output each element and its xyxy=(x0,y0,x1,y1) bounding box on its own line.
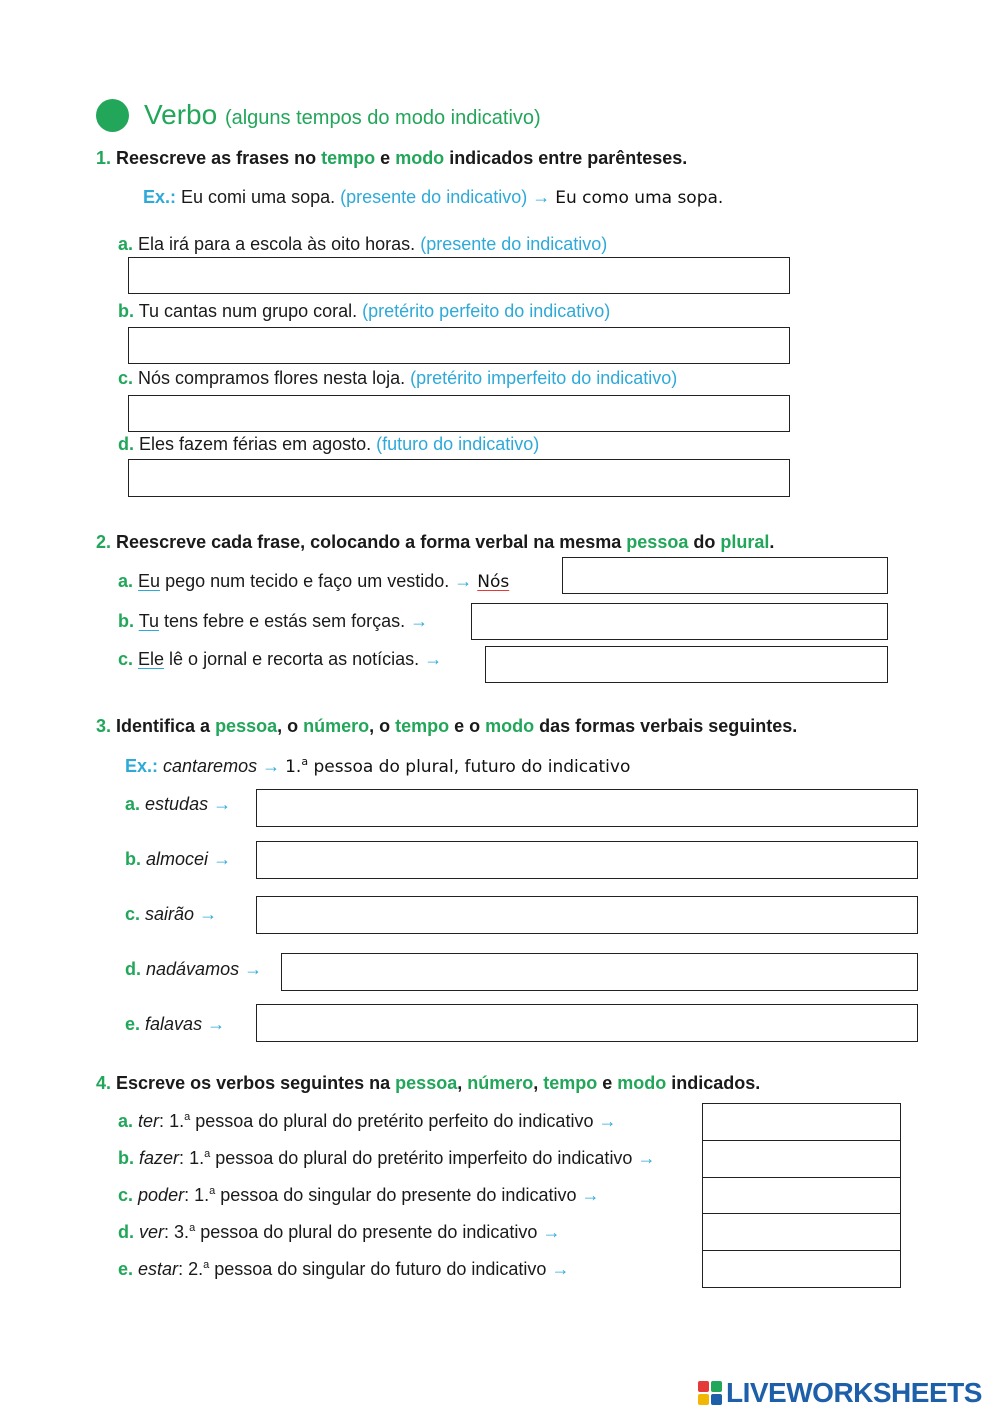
logo-square-blue xyxy=(711,1394,722,1405)
logo-square-green xyxy=(711,1381,722,1392)
q1-answer-d-input[interactable] xyxy=(128,459,790,497)
liveworksheets-logo-text: LIVEWORKSHEETS xyxy=(726,1377,982,1408)
question-1-example: Ex.: Eu comi uma sopa. (presente do indicativo) → Eu como uma sopa. xyxy=(143,187,724,208)
q4-item-e: e. estar: 2.$^a$ pessoa do singular do futuro do indicativo → xyxy=(118,1259,570,1279)
question-2-heading: 2. Reescreve cada frase, colocando a forma verbal na mesma pessoa do plural. xyxy=(96,532,775,552)
liveworksheets-logo xyxy=(698,1378,982,1408)
question-4-heading: 4. Escreve os verbos seguintes na pessoa, número, tempo e modo indicados. xyxy=(96,1073,761,1093)
q3-answer-a-input[interactable] xyxy=(256,789,918,827)
q3-item-e: e. falavas → xyxy=(125,1014,226,1034)
q2-item-c: c. Ele lê o jornal e recorta as notícias. → xyxy=(118,649,443,669)
logo-square-red xyxy=(698,1381,709,1392)
q4-item-a: a. ter: 1.$^a$ pessoa do plural do pretérito perfeito do indicativo → xyxy=(118,1111,617,1131)
q2-item-a: a. Eu pego num tecido e faço um vestido. → Nós xyxy=(118,571,510,592)
green-bullet-icon xyxy=(96,99,129,132)
page-title: Verbo (alguns tempos do modo indicativo) xyxy=(144,99,541,130)
q4-answer-d-input[interactable] xyxy=(702,1213,901,1251)
logo-square-yellow xyxy=(698,1394,709,1405)
page-subtitle: (alguns tempos do modo indicativo) xyxy=(224,107,541,129)
q4-item-c: c. poder: 1.$^a$ pessoa do singular do presente do indicativo → xyxy=(118,1185,600,1205)
q4-answer-b-input[interactable] xyxy=(702,1140,901,1178)
q3-item-d: d. nadávamos → xyxy=(125,959,263,979)
q1-answer-c-input[interactable] xyxy=(128,395,790,432)
q3-item-b: b. almocei → xyxy=(125,849,232,869)
q1-answer-a-input[interactable] xyxy=(128,257,790,294)
q3-item-a: a. estudas → xyxy=(125,794,232,814)
liveworksheets-logo-icon xyxy=(698,1381,722,1405)
q1-item-c: c. Nós compramos flores nesta loja. (pretérito imperfeito do indicativo) xyxy=(118,368,678,388)
q1-answer-b-input[interactable] xyxy=(128,327,790,364)
q2-answer-b-input[interactable] xyxy=(471,603,888,640)
question-1-heading: 1. Reescreve as frases no tempo e modo indicados entre parênteses. xyxy=(96,148,688,168)
q4-item-d: d. ver: 3.$^a$ pessoa do plural do presente do indicativo → xyxy=(118,1222,561,1242)
q1-item-d: d. Eles fazem férias em agosto. (futuro do indicativo) xyxy=(118,434,540,454)
q3-answer-e-input[interactable] xyxy=(256,1004,918,1042)
question-3-example: Ex.: cantaremos → 1.$^a$ pessoa do plural, futuro do indicativo xyxy=(125,755,631,777)
q4-answer-a-input[interactable] xyxy=(702,1103,901,1141)
q3-answer-d-input[interactable] xyxy=(281,953,918,991)
q3-answer-c-input[interactable] xyxy=(256,896,918,934)
q4-answer-c-input[interactable] xyxy=(702,1177,901,1215)
q2-item-b: b. Tu tens febre e estás sem forças. → xyxy=(118,611,429,631)
q1-item-b: b. Tu cantas num grupo coral. (pretérito perfeito do indicativo) xyxy=(118,301,611,321)
question-3-heading: 3. Identifica a pessoa, o número, o tempo e o modo das formas verbais seguintes. xyxy=(96,716,798,736)
q2-answer-c-input[interactable] xyxy=(485,646,888,683)
q2-answer-a-input[interactable] xyxy=(562,557,888,594)
q3-answer-b-input[interactable] xyxy=(256,841,918,879)
q3-item-c: c. sairão → xyxy=(125,904,218,924)
q1-item-a: a. Ela irá para a escola às oito horas. (presente do indicativo) xyxy=(118,234,608,254)
q4-item-b: b. fazer: 1.$^a$ pessoa do plural do pretérito imperfeito do indicativo → xyxy=(118,1148,656,1168)
q4-answer-e-input[interactable] xyxy=(702,1250,901,1288)
